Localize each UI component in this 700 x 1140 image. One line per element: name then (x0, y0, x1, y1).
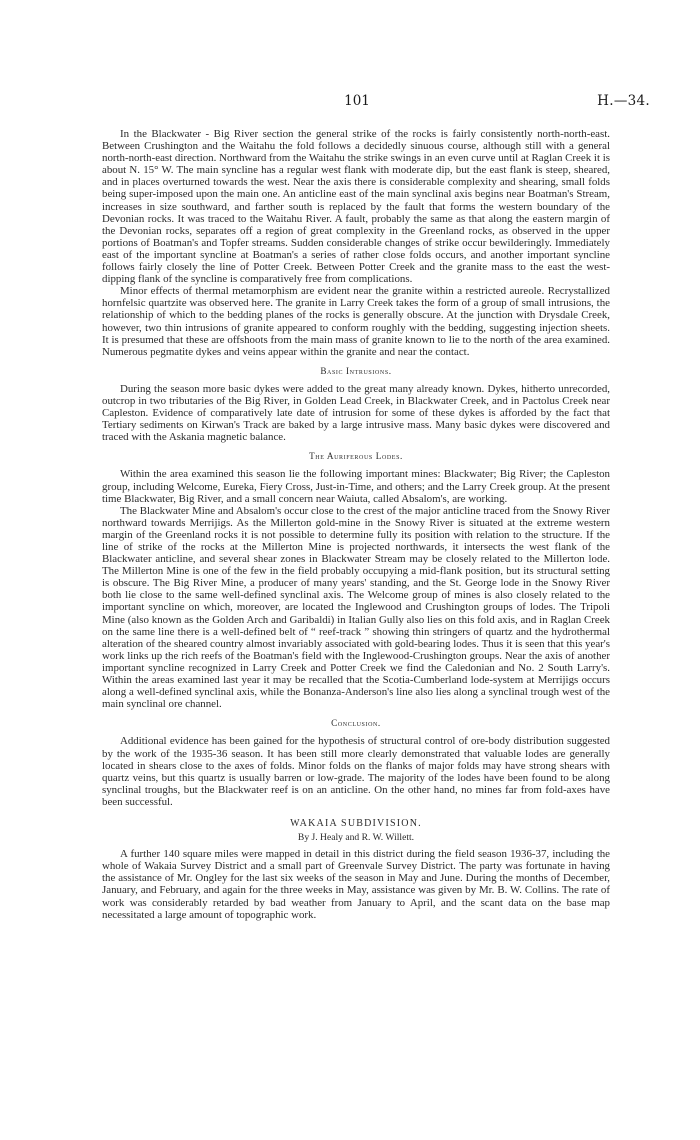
section-heading: Conclusion. (331, 718, 381, 729)
basic-intrusions-section (102, 365, 610, 444)
paragraph: Additional evidence has been gained for the hypothesis of structural control of ore-body distribution suggested by the work of the 1935-36 season. It has been still more clearly demonstrated that valuable lodes are generally located in shears close to the axes of folds. Minor folds on the flanks of major folds may have strong shears with quartz veins, but this quartz is usually barren or low-grade. The majority of the lodes have been found to be along synclinal troughs, but the Blackwater reef is on an anticline. On the other hand, no mines far from fold-axes have been successful. (102, 735, 610, 808)
conclusion-section (102, 717, 610, 808)
section-heading: The Auriferous Lodes. (309, 451, 403, 462)
paragraph: During the season more basic dykes were added to the great many already known. Dykes, hitherto unrecorded, outcrop in two tributaries of the Big River, in Golden Lead Creek, in Blackwater Creek, and in Pactolus Creek near Capleston. Evidence of comparatively late date of intrusion for some of these dykes is afforded by the fact that Tertiary sediments on Kirwan's Track are baked by a large intrusive mass. Many basic dykes were discovered and traced with the Askania magnetic balance. (102, 382, 610, 444)
wakaia-section (102, 818, 610, 921)
paragraph: The Blackwater Mine and Absalom's occur close to the crest of the major anticline traced from the Snowy River northward towards Merrijigs. As the Millerton gold-mine in the Snowy River is situated at the extreme western margin of the Greenland rocks it is not possible to determine fully its position with relation to the structure. If the line of strike of the rocks at the Millerton Mine is projected northwards, it intersects the west flank of the Blackwater anticline, and several shear zones in Blackwater Stream may be closely related to the Millerton lode. The Millerton Mine is one of the few in the field probably occupying a mid-flank position, but its structural setting is obscure. The Big River Mine, a producer of many years' standing, and the St. George lode in the Snowy River both lie close to the same well-defined synclinal axis. The Welcome group of mines is also closely related to the important syncline on which, moreover, are located the Inglewood and Crushington groups of lodes. The Tripoli Mine (also known as the Golden Arch and Garibaldi) in Italian Gully also lies on this fold axis, and in Raglan Creek on the same line there is a well-defined belt of “ reef-track ” showing thin stringers of quartz and the hydrothermal alteration of the sheared country almost invariably associated with gold-bearing lodes. Thus it is seen that this year's work links up the rich reefs of the Boatman's field with the Inglewood-Crushington groups. Near the axis of another important syncline recognized in Larry Creek and Potter Creek we find the Caledonian and No. 2 South Larry's. Within the areas examined last year it may be recalled that the Scotia-Cumberland lode-system at Merrijigs occurs along a well-defined synclinal axis, while the Bonanza-Anderson's line also lies along a synclinal trough west of the main synclinal ore channel. (102, 504, 610, 711)
body-text (102, 128, 610, 921)
paragraph: Minor effects of thermal metamorphism are evident near the granite within a restricted aureole. Recrystallized hornfelsic quartzite was observed here. The granite in Larry Creek takes the form of a group of small intrusions, the relationship of which to the bedding planes of the rocks is generally obscure. At the junction with Drysdale Creek, however, two thin intrusions of granite appeared to conform roughly with the bedding, suggesting injection sheets. It is presumed that these are offshoots from the main mass of granite known to lie to the north of the area examined. Numerous pegmatite dykes and veins appear within the granite and near the contact. (102, 285, 610, 358)
authors-line: By J. Healy and R. W. Willett. (297, 832, 415, 844)
paragraph: Within the area examined this season lie the following important mines: Blackwater; Big River; the Capleston group, including Welcome, Eureka, Fiery Cross, Just-in-Time, and others; and the Larry Creek group. At the present time Blackwater, Big River, and a small concern near Waiuta, called Absalom's, are working. (102, 468, 610, 505)
subdivision-title: WAKAIA SUBDIVISION. (290, 817, 422, 829)
document-reference: H.—34. (597, 93, 650, 109)
auriferous-lodes-section (102, 450, 610, 710)
paragraph: A further 140 square miles were mapped in detail in this district during the field season 1936-37, including the whole of Wakaia Survey District and a small part of Greenvale Survey District. The party was fortunate in having the assistance of Mr. Ongley for the last six weeks of the season in May and June. During the months of December, January, and February, and again for the three weeks in May, assistance was given by Mr. B. W. Collins. The rate of work was considerably retarded by bad weather from January to April, and the scant data on the base map necessitated a large amount of topographic work. (102, 848, 610, 921)
page-number: 101 (344, 93, 370, 109)
section-heading: Basic Intrusions. (320, 365, 392, 376)
blackwater-section (102, 128, 610, 358)
paragraph: In the Blackwater - Big River section the general strike of the rocks is fairly consistently north-north-east. Between Crushington and the Waitahu the fold follows a decidedly sinuous course, although still with a general north-north-east direction. Northward from the Waitahu the strike swings in an even curve until at Raglan Creek it is about N. 15° W. The main syncline has a regular west flank with moderate dip, but the east flank is steep, sheared, and in places overturned towards the west. Near the axis there is considerable complexity and shearing, small folds being super-imposed upon the main one. An anticline east of the main synclinal axis begins near Boatman's Stream, increases in size southward, and farther south is replaced by the fault that forms the western boundary of the Devonian rocks. It was traced to the Waitahu River. A fault, probably the same as that along the eastern margin of the Devonian rocks, separates off a region of great complexity in the Greenland rocks, as observed in the upper portions of Boatman's and Topfer streams. Sudden considerable changes of strike occur bewilderingly. Immediately east of the important syncline at Boatman's a series of rather close folds occurs, and another important syncline follows fairly closely the line of Potter Creek. Between Potter Creek and the granite mass to the east the west-dipping flank of the syncline is comparatively free from complications. (102, 128, 610, 286)
